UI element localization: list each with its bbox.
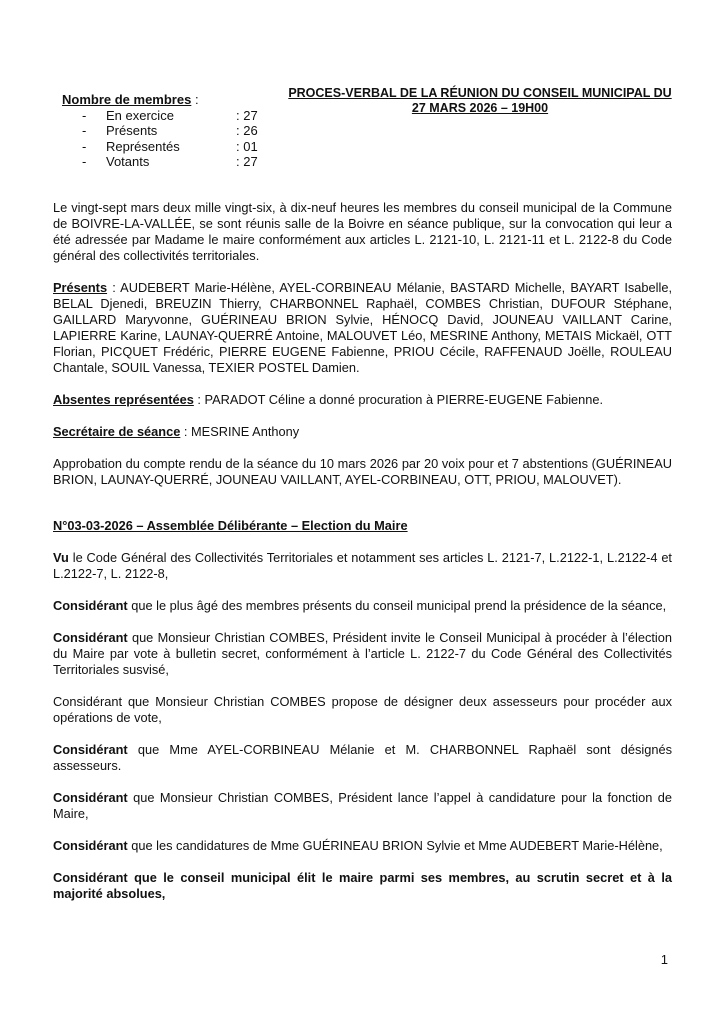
presents-text: : AUDEBERT Marie-Hélène, AYEL-CORBINEAU Mélanie, BASTARD Michelle, BAYART Isabelle, BELAL Djenedi, BREUZIN Thierry, CHARBONNEL Raphaël, COMBES Christian, DUFOUR Stéphane, GAILLARD Maryvonne, GUÉRINEAU BRION Sylvie, HÉNOCQ David, JOUNEAU VAILLANT Carine, LAPIERRE Karine, LAUNAY-QUERRÉ Antoine, MALOUVET Léo, MESRINE Anthony, METAIS Mickaël, OTT Florian, PICQUET Frédéric, PIERRE EUGENE Fabienne, PRIOU Cécile, RAFFENAUD Joëlle, ROULEAU Chantale, SOUIL Vanessa, TEXIER POSTEL Damien.	[53, 280, 672, 375]
paragraph-considerant	[53, 742, 672, 774]
row-value: : 27	[236, 107, 258, 123]
paragraph-lead: Considérant	[53, 598, 128, 613]
paragraph-considerant	[53, 790, 672, 822]
paragraph-considerant	[53, 598, 672, 614]
paragraph-lead: Considérant	[53, 838, 128, 853]
row-value: : 01	[236, 138, 258, 154]
paragraph-text: que le plus âgé des membres présents du conseil municipal prend la présidence de la séance,	[127, 598, 667, 613]
title-line-2: 27 MARS 2026 – 19H00	[411, 101, 549, 115]
presents-paragraph	[53, 280, 672, 376]
members-row-votants	[62, 154, 258, 170]
paragraph-lead: Considérant	[53, 790, 128, 805]
paragraph-text: que Monsieur Christian COMBES, Président invite le Conseil Municipal à procéder à l’élection du Maire par vote à bulletin secret, conformément à l’article L. 2122-7 du Code Général des Collectivités Territoriales susvisé,	[53, 630, 672, 677]
row-label: Présents	[106, 123, 158, 138]
absentes-paragraph	[53, 392, 672, 408]
row-value: : 26	[236, 123, 258, 138]
members-row-representes	[62, 138, 258, 155]
members-title-line	[62, 92, 199, 108]
paragraph-text: Considérant que Monsieur Christian COMBES propose de désigner deux assesseurs pour procéder aux opérations de vote,	[53, 694, 672, 725]
intro-paragraph: Le vingt-sept mars deux mille vingt-six, à dix-neuf heures les membres du conseil municipal de la Commune de BOIVRE-LA-VALLÉE, se sont réunis salle de la Boivre en séance publique, sur la convocation qui leur a été adressée par Madame le maire conformément aux articles L. 2121-10, L. 2121-11 et L. 2122-8 du Code général des collectivités territoriales.	[53, 200, 672, 263]
members-count-block	[62, 92, 258, 170]
secretaire-label: Secrétaire de séance	[53, 424, 181, 439]
paragraph-lead: Considérant	[53, 630, 128, 645]
row-label: Représentés	[106, 138, 180, 154]
approbation-paragraph: Approbation du compte rendu de la séance du 10 mars 2026 par 20 voix pour et 7 abstentions (GUÉRINEAU BRION, LAUNAY-QUERRÉ, JOUNEAU VAILLANT, AYEL-CORBINEAU, OTT, PRIOU, MALOUVET).	[53, 456, 672, 487]
paragraph-lead: Vu	[53, 550, 69, 565]
title-line-1: PROCES-VERBAL DE LA RÉUNION DU CONSEIL MUNICIPAL DU	[288, 86, 672, 100]
paragraph-considerant	[53, 694, 672, 726]
paragraph-considerant	[53, 838, 672, 854]
page-number: 1	[660, 952, 668, 967]
paragraph-text: le Code Général des Collectivités Territoriales et notamment ses articles L. 2121-7, L.2122-1, L.2122-4 et L.2122-7, L. 2122-8,	[53, 550, 672, 581]
members-row-exercice	[62, 107, 258, 124]
row-dash: -	[82, 138, 87, 154]
document-body	[53, 200, 672, 918]
absentes-label: Absentes représentées	[53, 392, 194, 407]
row-dash: -	[82, 107, 87, 123]
row-value: : 27	[236, 154, 258, 169]
row-label: Votants	[106, 154, 150, 169]
paragraph-text: que Monsieur Christian COMBES, Président lance l’appel à candidature pour la fonction de Maire,	[53, 790, 672, 821]
absentes-text: : PARADOT Céline a donné procuration à PIERRE-EUGENE Fabienne.	[193, 392, 604, 407]
paragraph-text: que les candidatures de Mme GUÉRINEAU BRION Sylvie et Mme AUDEBERT Marie-Hélène,	[127, 838, 663, 853]
row-label: En exercice	[106, 107, 174, 123]
paragraph-text: que Mme AYEL-CORBINEAU Mélanie et M. CHARBONNEL Raphaël sont désignés assesseurs.	[53, 742, 672, 773]
presents-label: Présents	[53, 280, 108, 295]
row-dash: -	[82, 154, 87, 169]
row-dash: -	[82, 123, 87, 138]
members-title: Nombre de membres	[62, 92, 192, 107]
secretaire-paragraph	[53, 424, 672, 440]
section-title: N°03-03-2026 – Assemblée Délibérante – Election du Maire	[53, 518, 408, 533]
paragraph-lead: Considérant	[53, 742, 128, 757]
members-row-presents	[62, 123, 258, 139]
paragraph-vu	[53, 550, 672, 582]
members-title-suffix: :	[191, 92, 199, 107]
paragraph-considerant	[53, 630, 672, 678]
final-paragraph: Considérant que le conseil municipal élit le maire parmi ses membres, au scrutin secret et à la majorité absolues,	[53, 870, 672, 901]
secretaire-text: : MESRINE Anthony	[180, 424, 300, 439]
document-title	[288, 86, 672, 116]
